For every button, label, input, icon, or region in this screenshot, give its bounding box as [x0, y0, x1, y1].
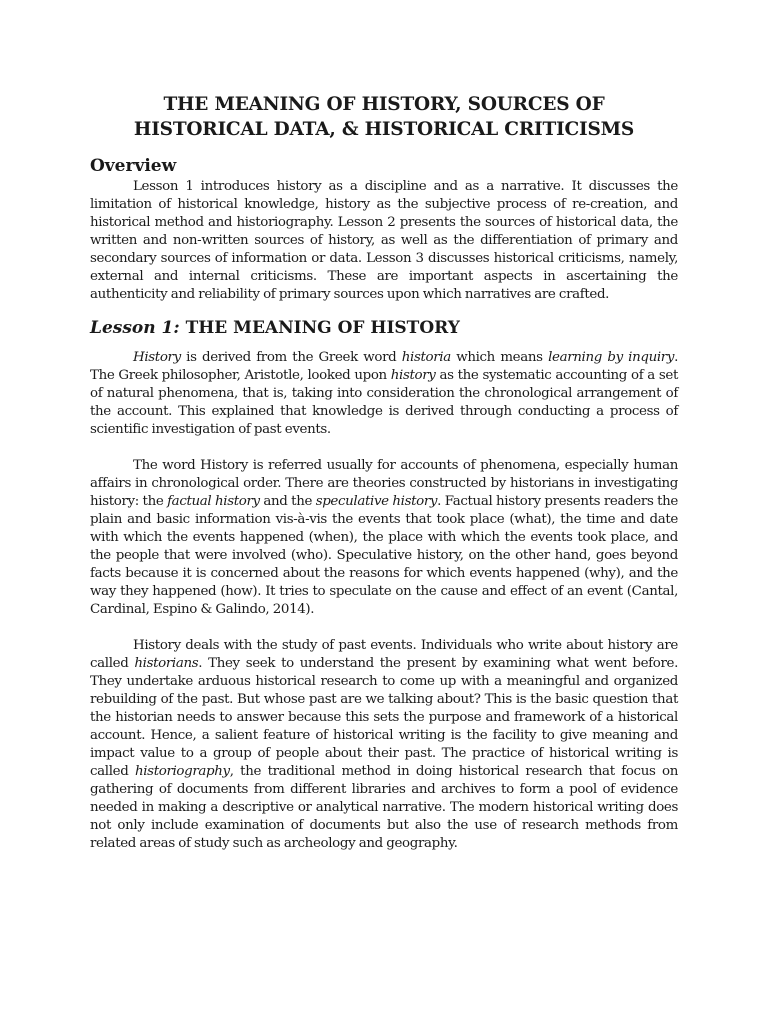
term-factual-history: factual history — [167, 494, 260, 509]
paragraph-text: . They seek to understand the present by examining what went before. They undertake arduous historical research to come up with a meaningful and organized rebuilding of the past. But whose past are we talking about? This is the basic question that the historian needs to answer because this sets the purpose and framework of a historical account. Hence, a salient feature of historical writing is the facility to give meaning and impact value to a group of people about their past. The practice of historical writing is called — [90, 656, 678, 779]
document-title-line-2: HISTORICAL DATA, & HISTORICAL CRITICISMS — [133, 118, 635, 140]
lesson-1-title: THE MEANING OF HISTORY — [185, 318, 460, 338]
paragraph-text: The word History is referred usually for accounts of phenomena, especially human affairs in chronological order. There are theories constructed by historians in investigating history: the — [90, 458, 678, 509]
lesson-1-paragraph-1 — [90, 349, 678, 439]
term-history: History — [133, 350, 181, 365]
paragraph-text: as the systematic accounting of a set of natural phenomena, that is, taking into consideration the chronological arrangement of the account. This explained that knowledge is derived through conducting a process of scientific investigation of past events. — [90, 368, 678, 437]
paragraph-text: is derived from the Greek word — [180, 350, 402, 365]
overview-paragraph: Lesson 1 introduces history as a discipline and as a narrative. It discusses the limitation of historical knowledge, history as the subjective process of re-creation, and historical method and historiography. Lesson 2 presents the sources of historical data, the written and non-written sources of history, as well as the differentiation of primary and secondary sources of information or data. Lesson 3 discusses historical criticisms, namely, external and internal criticisms. These are important aspects in ascertaining the authenticity and reliability of primary sources upon which narratives are crafted. — [90, 179, 678, 302]
paragraph-text: . Factual history presents readers the plain and basic information vis-à-vis the events that took place (what), the time and date with which the events happened (when), the place with which the events took place, and the people that were involved (who). Speculative history, on the other hand, goes beyond facts because it is concerned about the reasons for which events happened (why), and the way they happened (how). It tries to speculate on the cause and effect of an event (Cantal, Cardinal, Espino & Galindo, 2014). — [90, 494, 678, 617]
paragraph-text: , the traditional method in doing historical research that focus on gathering of documents from different libraries and archives to form a pool of evidence needed in making a descriptive or analytical narrative. The modern historical writing does not only include examination of documents but also the use of research methods from related areas of study such as archeology and geography. — [90, 764, 678, 851]
lesson-1-paragraph-3 — [90, 637, 678, 853]
paragraph-text: History deals with the study of past events. Individuals who write about history are called — [90, 638, 678, 671]
document-title-line-1: THE MEANING OF HISTORY, SOURCES OF — [163, 94, 605, 115]
term-history-2: history — [390, 368, 436, 383]
overview-heading: Overview — [90, 156, 177, 176]
paragraph-text: . The Greek philosopher, Aristotle, looked upon — [90, 350, 678, 383]
paragraph-text: which means — [450, 350, 549, 365]
term-historiography: historiography — [134, 764, 230, 779]
term-historians: historians — [134, 656, 199, 671]
term-historia: historia — [401, 350, 451, 365]
document-title — [90, 93, 678, 142]
paragraph-text: and the — [259, 494, 316, 509]
term-speculative-history: speculative history — [315, 494, 438, 509]
lesson-1-paragraph-2 — [90, 457, 678, 619]
term-learning-by-inquiry: learning by inquiry — [548, 350, 675, 365]
lesson-1-heading — [90, 317, 678, 339]
lesson-1-label: Lesson 1: — [90, 318, 180, 338]
